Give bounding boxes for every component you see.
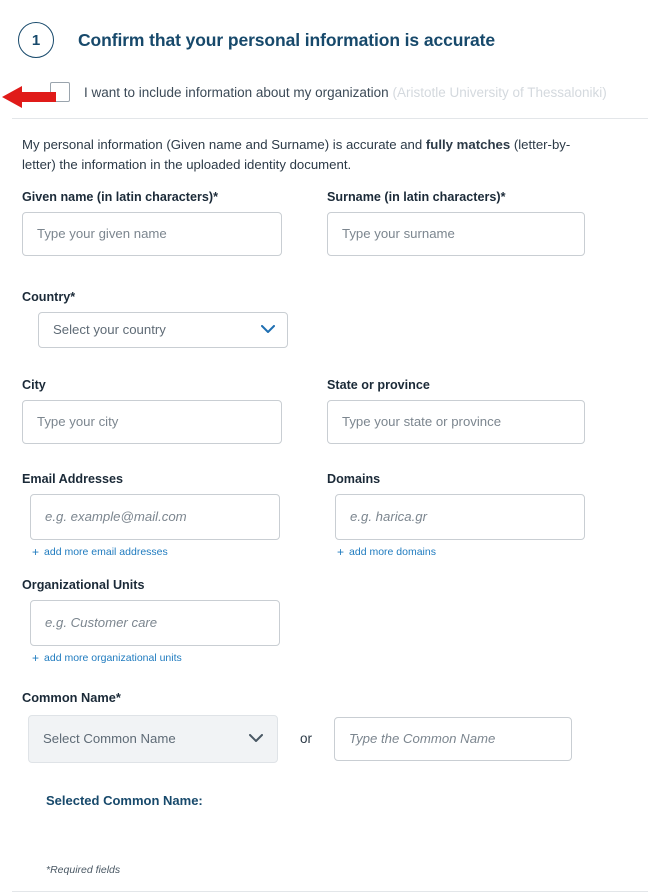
country-row-spacer bbox=[327, 290, 632, 348]
intro-text-part2: (letter-by-letter) the information in the uploaded identity document. bbox=[22, 137, 571, 173]
state-field-group bbox=[327, 378, 632, 444]
country-field-group bbox=[22, 290, 327, 348]
city-state-row bbox=[22, 378, 660, 444]
domains-input[interactable]: e.g. harica.gr bbox=[335, 494, 585, 540]
page-title: Confirm that your personal information is accurate bbox=[78, 29, 496, 50]
org-units-row-spacer bbox=[327, 578, 632, 664]
red-arrow-annotation-icon bbox=[2, 84, 58, 110]
org-units-label: Organizational Units bbox=[22, 577, 145, 592]
chevron-down-icon bbox=[249, 734, 263, 743]
organization-option-row bbox=[12, 76, 648, 119]
add-more-emails-label: add more email addresses bbox=[44, 545, 168, 558]
domains-field-group bbox=[327, 472, 632, 558]
organization-name-dim: (Aristotle University of Thessaloniki) bbox=[392, 84, 607, 100]
common-name-select-value: Select Common Name bbox=[43, 731, 176, 747]
given-name-label: Given name (in latin characters)* bbox=[22, 189, 218, 204]
country-select[interactable] bbox=[38, 312, 288, 348]
include-organization-text: I want to include information about my organization bbox=[84, 84, 389, 100]
plus-icon: + bbox=[32, 544, 40, 559]
surname-field-group bbox=[327, 190, 632, 256]
state-input[interactable]: Type your state or province bbox=[327, 400, 585, 444]
org-units-row bbox=[22, 578, 660, 664]
city-label: City bbox=[22, 377, 46, 392]
selected-common-name-label bbox=[46, 793, 660, 808]
plus-icon: + bbox=[32, 650, 40, 665]
given-name-input[interactable]: Type your given name bbox=[22, 212, 282, 256]
add-more-org-units-label: add more organizational units bbox=[44, 651, 182, 664]
include-organization-label bbox=[84, 85, 607, 100]
emails-domains-row bbox=[22, 472, 660, 558]
surname-input[interactable]: Type your surname bbox=[327, 212, 585, 256]
email-label: Email Addresses bbox=[22, 471, 124, 486]
domains-label: Domains bbox=[327, 471, 381, 486]
common-name-input[interactable]: Type the Common Name bbox=[334, 717, 572, 761]
surname-label: Surname (in latin characters)* bbox=[327, 189, 506, 204]
add-more-domains-button[interactable] bbox=[337, 546, 632, 558]
org-units-input[interactable]: e.g. Customer care bbox=[30, 600, 280, 646]
step-header bbox=[0, 0, 660, 76]
required-fields-note: *Required fields bbox=[46, 864, 121, 876]
email-field-group bbox=[22, 472, 327, 558]
chevron-down-icon bbox=[261, 325, 275, 334]
plus-icon: + bbox=[337, 544, 345, 559]
intro-text-part1: My personal information (Given name and Surname) is accurate and bbox=[22, 137, 426, 152]
add-more-emails-button[interactable] bbox=[32, 546, 327, 558]
country-select-value: Select your country bbox=[53, 322, 166, 338]
city-field-group bbox=[22, 378, 327, 444]
step-number-badge: 1 bbox=[18, 22, 54, 58]
intro-text-bold: fully matches bbox=[425, 137, 511, 152]
city-input[interactable]: Type your city bbox=[22, 400, 282, 444]
add-more-org-units-button[interactable] bbox=[32, 652, 327, 664]
common-name-select[interactable] bbox=[28, 715, 278, 763]
state-label: State or province bbox=[327, 377, 430, 392]
common-name-row bbox=[28, 715, 660, 763]
selected-common-name-text: Selected Common Name: bbox=[46, 792, 203, 808]
email-input[interactable]: e.g. example@mail.com bbox=[30, 494, 280, 540]
common-name-label: Common Name* bbox=[22, 689, 121, 705]
org-units-field-group bbox=[22, 578, 327, 664]
country-label: Country* bbox=[22, 289, 76, 304]
given-name-field-group bbox=[22, 190, 327, 256]
add-more-domains-label: add more domains bbox=[349, 545, 436, 558]
names-row bbox=[22, 190, 660, 256]
intro-paragraph bbox=[22, 135, 602, 176]
country-row bbox=[22, 290, 660, 348]
common-name-or-text: or bbox=[300, 731, 313, 747]
